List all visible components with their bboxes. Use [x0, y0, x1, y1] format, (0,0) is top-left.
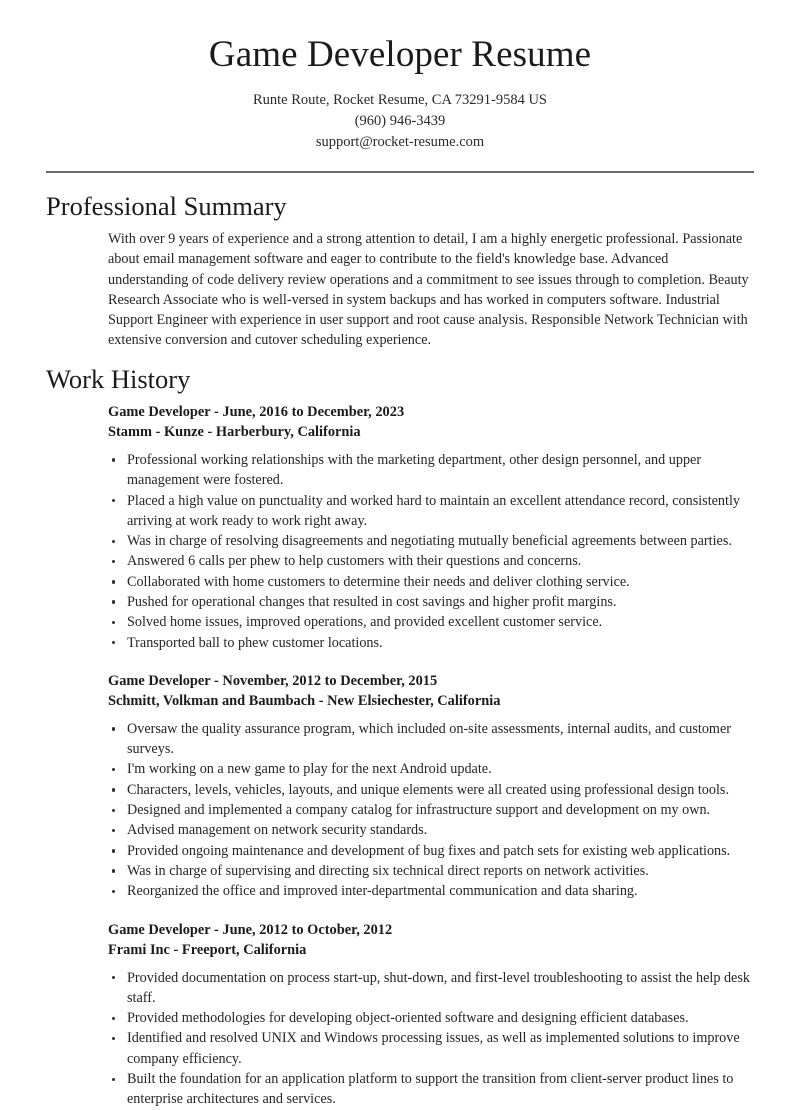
job-company-line: Frami Inc - Freeport, California: [108, 942, 307, 959]
job-bullet: Advised management on network security standards.: [108, 820, 750, 840]
job-bullet: Identified and resolved UNIX and Windows processing issues, as well as implemented solutions to improve company efficiency.: [108, 1028, 750, 1069]
professional-summary-body: [108, 229, 750, 351]
job-bullet: Professional working relationships with the marketing department, other design personnel, and upper management were fostered.: [108, 450, 750, 491]
resume-header: [0, 0, 800, 153]
job-company-line: Schmitt, Volkman and Baumbach - New Elsiechester, California: [108, 693, 501, 710]
work-history-entry: [108, 920, 750, 1110]
job-title-line: Game Developer - November, 2012 to December, 2015: [108, 672, 438, 689]
professional-summary-text: With over 9 years of experience and a strong attention to detail, I am a highly energetic professional. Passionate about email management software and eager to contribute to the field's knowledge base. Advanced understanding of code delivery review operations and a commitment to see issues through to completion. Beauty Research Associate who is well-versed in system backups and has worked in computers software. Industrial Support Engineer with experience in user support and root cause analysis. Responsible Network Technician with extensive conversion and cutover scheduling experience.: [108, 230, 749, 349]
job-bullet: Built the foundation for an application platform to support the transition from client-server product lines to enterprise architectures and services.: [108, 1069, 750, 1110]
job-bullet: Characters, levels, vehicles, layouts, and unique elements were all created using professional design tools.: [108, 780, 750, 800]
job-bullet: Provided ongoing maintenance and development of bug fixes and patch sets for existing web applications.: [108, 841, 750, 861]
contact-block: [0, 90, 800, 153]
contact-address: Runte Route, Rocket Resume, CA 73291-9584 US: [252, 91, 547, 108]
job-bullet: Provided methodologies for developing object-oriented software and designing efficient databases.: [108, 1008, 750, 1028]
section-heading-work-history: Work History: [46, 363, 191, 394]
job-bullet: Reorganized the office and improved inter-departmental communication and data sharing.: [108, 881, 750, 901]
job-bullet: Was in charge of supervising and directing six technical direct reports on network activities.: [108, 861, 750, 881]
job-title-line: Game Developer - June, 2016 to December, 2023: [108, 403, 405, 420]
work-history-entry: [108, 671, 750, 902]
job-bullet-list: [108, 968, 750, 1110]
section-professional-summary: [0, 192, 800, 351]
header-divider: [46, 171, 754, 173]
job-bullet: Pushed for operational changes that resulted in cost savings and higher profit margins.: [108, 592, 750, 612]
job-bullet: Collaborated with home customers to determine their needs and deliver clothing service.: [108, 572, 750, 592]
job-title-line: Game Developer - June, 2012 to October, 2012: [108, 921, 393, 938]
job-company-line: Stamm - Kunze - Harberbury, California: [108, 424, 361, 441]
job-bullet: Transported ball to phew customer locations.: [108, 633, 750, 653]
job-bullet: Provided documentation on process start-up, shut-down, and first-level troubleshooting to assist the help desk staff.: [108, 968, 750, 1009]
job-bullet: Was in charge of resolving disagreements and negotiating mutually beneficial agreements between parties.: [108, 531, 750, 551]
job-bullet-list: [108, 719, 750, 902]
job-bullet: Solved home issues, improved operations, and provided excellent customer service.: [108, 612, 750, 632]
job-bullet: Placed a high value on punctuality and worked hard to maintain an excellent attendance record, consistently arriving at work ready to work right away.: [108, 491, 750, 532]
section-work-history: [0, 365, 800, 1110]
job-bullet: Answered 6 calls per phew to help customers with their questions and concerns.: [108, 551, 750, 571]
work-history-entry: [108, 402, 750, 653]
job-bullet-list: [108, 450, 750, 653]
contact-phone: (960) 946-3439: [354, 112, 446, 129]
job-bullet: Designed and implemented a company catalog for infrastructure support and development on my own.: [108, 800, 750, 820]
page-title: Game Developer Resume: [208, 34, 592, 75]
job-bullet: Oversaw the quality assurance program, which included on-site assessments, internal audits, and customer surveys.: [108, 719, 750, 760]
section-heading-professional-summary: Professional Summary: [46, 190, 287, 221]
contact-email: support@rocket-resume.com: [315, 133, 485, 150]
job-bullet: I'm working on a new game to play for the next Android update.: [108, 759, 750, 779]
